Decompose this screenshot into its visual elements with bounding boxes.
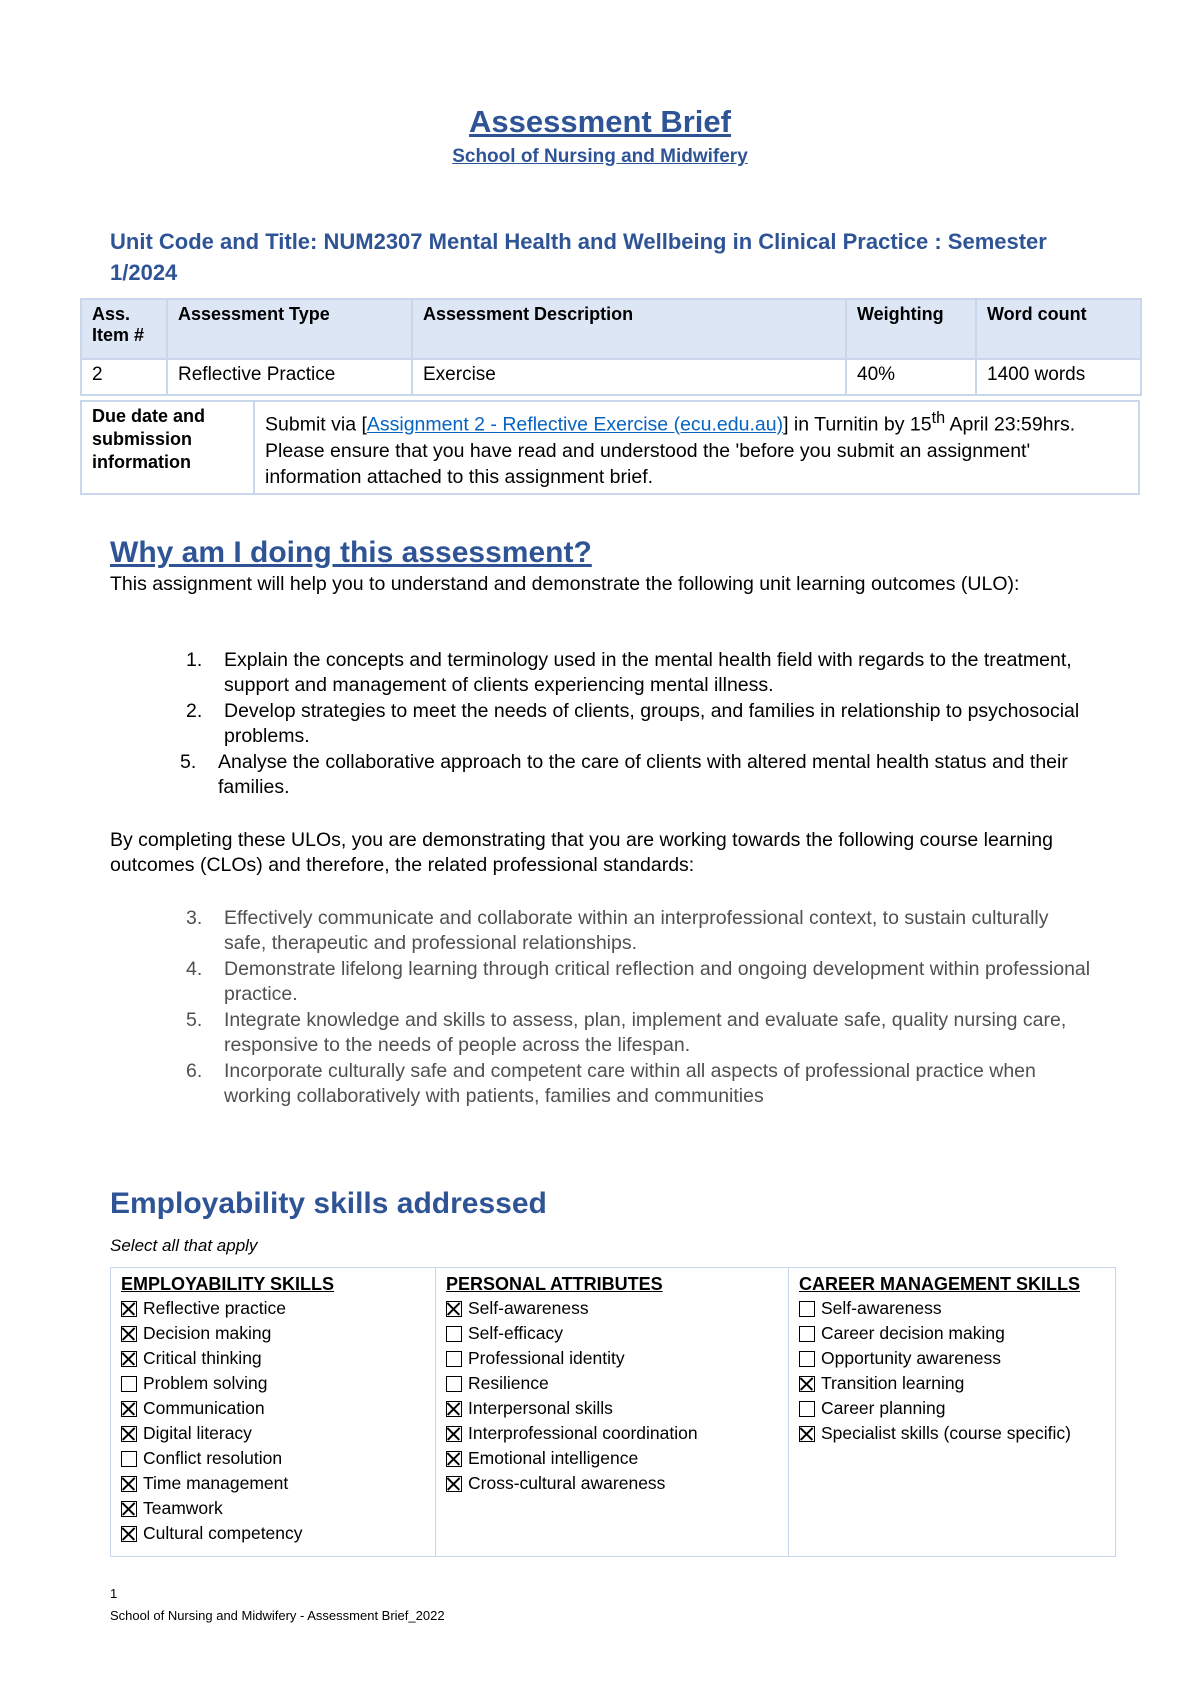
unchecked-checkbox[interactable] xyxy=(446,1376,462,1392)
skill-option xyxy=(446,1296,778,1321)
skill-option xyxy=(121,1296,425,1321)
cell-assessment-description: Exercise xyxy=(412,359,846,395)
list-item: 1. Explain the concepts and terminology used in the mental health field with regards to the treatment, support and management of clients experiencing mental illness. xyxy=(186,649,1072,696)
skill-label: Career planning xyxy=(821,1398,946,1418)
checked-checkbox[interactable] xyxy=(446,1426,462,1442)
column-title: PERSONAL ATTRIBUTES xyxy=(446,1274,663,1294)
checked-checkbox[interactable] xyxy=(121,1351,137,1367)
unchecked-checkbox[interactable] xyxy=(121,1376,137,1392)
skill-option xyxy=(446,1471,778,1496)
skill-label: Problem solving xyxy=(143,1373,268,1393)
due-sup: th xyxy=(931,409,946,427)
due-date-table xyxy=(80,400,1140,495)
checked-checkbox[interactable] xyxy=(121,1526,137,1542)
clo-intro: By completing these ULOs, you are demonstrating that you are working towards the following course learning outcomes (CLOs) and therefore, the related professional standards: xyxy=(110,829,1053,876)
column-title: EMPLOYABILITY SKILLS xyxy=(121,1274,335,1294)
skill-label: Interpersonal skills xyxy=(468,1398,613,1418)
unit-code-title: Unit Code and Title: NUM2307 Mental Health and Wellbeing in Clinical Practice : Semester 1/2024 xyxy=(110,229,1047,285)
skill-label: Self-efficacy xyxy=(468,1323,563,1343)
checked-checkbox[interactable] xyxy=(121,1301,137,1317)
due-date-label: Due date and submission information xyxy=(81,401,254,494)
list-item: 6. Incorporate culturally safe and competent care within all aspects of professional practice when working collaboratively with patients, families and communities xyxy=(186,1060,1036,1107)
assessment-table xyxy=(80,298,1142,396)
skill-option xyxy=(799,1346,1105,1371)
why-heading: Why am I doing this assessment? xyxy=(110,536,592,569)
due-rest: April 23:59hrs. Please ensure that you have read and understood the 'before you submit an assignment' information attached to this assignment brief. xyxy=(265,413,1076,488)
skill-label: Resilience xyxy=(468,1373,549,1393)
skill-label: Interprofessional coordination xyxy=(468,1423,698,1443)
skill-label: Career decision making xyxy=(821,1323,1005,1343)
checked-checkbox[interactable] xyxy=(121,1426,137,1442)
skill-option xyxy=(121,1371,425,1396)
checked-checkbox[interactable] xyxy=(121,1501,137,1517)
skill-label: Emotional intelligence xyxy=(468,1448,639,1468)
skill-option xyxy=(121,1471,425,1496)
skill-option xyxy=(121,1521,425,1546)
skill-option xyxy=(121,1346,425,1371)
skill-label: Reflective practice xyxy=(143,1298,286,1318)
assessment-header-row xyxy=(81,299,1141,359)
skill-label: Cultural competency xyxy=(143,1523,303,1543)
unchecked-checkbox[interactable] xyxy=(799,1326,815,1342)
skill-option xyxy=(799,1371,1105,1396)
skill-option xyxy=(799,1296,1105,1321)
skill-label: Professional identity xyxy=(468,1348,625,1368)
skill-option xyxy=(446,1421,778,1446)
skill-option xyxy=(446,1346,778,1371)
skill-label: Critical thinking xyxy=(143,1348,262,1368)
unchecked-checkbox[interactable] xyxy=(799,1401,815,1417)
skill-label: Conflict resolution xyxy=(143,1448,283,1468)
page-subtitle: School of Nursing and Midwifery xyxy=(452,146,748,167)
skill-option xyxy=(446,1446,778,1471)
skill-option xyxy=(799,1421,1105,1446)
assessment-data-row xyxy=(81,359,1141,395)
checked-checkbox[interactable] xyxy=(121,1326,137,1342)
skill-option xyxy=(121,1396,425,1421)
skill-option xyxy=(799,1321,1105,1346)
checked-checkbox[interactable] xyxy=(121,1476,137,1492)
header-assessment-description: Assessment Description xyxy=(412,299,846,359)
checked-checkbox[interactable] xyxy=(121,1401,137,1417)
skill-option xyxy=(121,1496,425,1521)
employability-heading: Employability skills addressed xyxy=(110,1187,547,1220)
skill-option xyxy=(799,1396,1105,1421)
skill-option xyxy=(446,1321,778,1346)
unchecked-checkbox[interactable] xyxy=(799,1301,815,1317)
unchecked-checkbox[interactable] xyxy=(446,1326,462,1342)
skill-label: Teamwork xyxy=(143,1498,223,1518)
skill-label: Time management xyxy=(143,1473,289,1493)
header-assessment-type: Assessment Type xyxy=(167,299,412,359)
skill-option xyxy=(121,1321,425,1346)
cell-item-number: 2 xyxy=(81,359,167,395)
due-date-info xyxy=(254,401,1139,494)
header-weighting: Weighting xyxy=(846,299,976,359)
checked-checkbox[interactable] xyxy=(446,1476,462,1492)
skill-label: Decision making xyxy=(143,1323,272,1343)
skill-label: Self-awareness xyxy=(468,1298,589,1318)
unchecked-checkbox[interactable] xyxy=(121,1451,137,1467)
column-title: CAREER MANAGEMENT SKILLS xyxy=(799,1274,1081,1294)
skills-column-employability xyxy=(111,1268,436,1557)
skill-option xyxy=(446,1396,778,1421)
skill-label: Communication xyxy=(143,1398,265,1418)
skill-option xyxy=(446,1371,778,1396)
list-item: 4. Demonstrate lifelong learning through critical reflection and ongoing development within professional practice. xyxy=(186,958,1091,1005)
page-footer: School of Nursing and Midwifery - Assessment Brief_2022 xyxy=(110,1608,445,1623)
skill-label: Specialist skills (course specific) xyxy=(821,1423,1071,1443)
select-note: Select all that apply xyxy=(110,1236,258,1255)
list-item: 5. Integrate knowledge and skills to assess, plan, implement and evaluate safe, quality nursing care, responsive to the needs of people across the lifespan. xyxy=(186,1009,1067,1056)
checked-checkbox[interactable] xyxy=(446,1451,462,1467)
skills-column-personal xyxy=(436,1268,789,1557)
skill-option xyxy=(121,1421,425,1446)
checked-checkbox[interactable] xyxy=(799,1426,815,1442)
due-mid: ] in Turnitin by 15 xyxy=(783,413,932,436)
header-word-count: Word count xyxy=(976,299,1141,359)
unchecked-checkbox[interactable] xyxy=(799,1351,815,1367)
unchecked-checkbox[interactable] xyxy=(446,1351,462,1367)
header-item-number: Ass. Item # xyxy=(81,299,167,359)
skill-option xyxy=(121,1446,425,1471)
ulo-intro: This assignment will help you to understand and demonstrate the following unit learning outcomes (ULO): xyxy=(110,573,1020,595)
skills-table xyxy=(110,1267,1116,1557)
due-prefix: Submit via [ xyxy=(265,413,367,436)
page-title: Assessment Brief xyxy=(469,104,731,139)
list-item: 3. Effectively communicate and collaborate within an interprofessional context, to sustain culturally safe, therapeutic and professional relationships. xyxy=(186,907,1049,954)
cell-word-count: 1400 words xyxy=(976,359,1141,395)
cell-assessment-type: Reflective Practice xyxy=(167,359,412,395)
clo-list xyxy=(186,906,1096,1110)
skills-column-career xyxy=(789,1268,1116,1557)
assignment-link[interactable]: Assignment 2 - Reflective Exercise (ecu.edu.au) xyxy=(366,413,784,436)
page-number: 1 xyxy=(110,1586,118,1601)
ulo-list xyxy=(180,648,1096,801)
skill-label: Opportunity awareness xyxy=(821,1348,1001,1368)
checked-checkbox[interactable] xyxy=(446,1301,462,1317)
checked-checkbox[interactable] xyxy=(446,1401,462,1417)
checked-checkbox[interactable] xyxy=(799,1376,815,1392)
skill-label: Self-awareness xyxy=(821,1298,942,1318)
list-item: 5. Analyse the collaborative approach to the care of clients with altered mental health status and their families. xyxy=(180,751,1068,798)
skill-label: Digital literacy xyxy=(143,1423,252,1443)
skill-label: Transition learning xyxy=(821,1373,965,1393)
cell-weighting: 40% xyxy=(846,359,976,395)
skill-label: Cross-cultural awareness xyxy=(468,1473,666,1493)
list-item: 2. Develop strategies to meet the needs of clients, groups, and families in relationship to psychosocial problems. xyxy=(186,700,1080,747)
